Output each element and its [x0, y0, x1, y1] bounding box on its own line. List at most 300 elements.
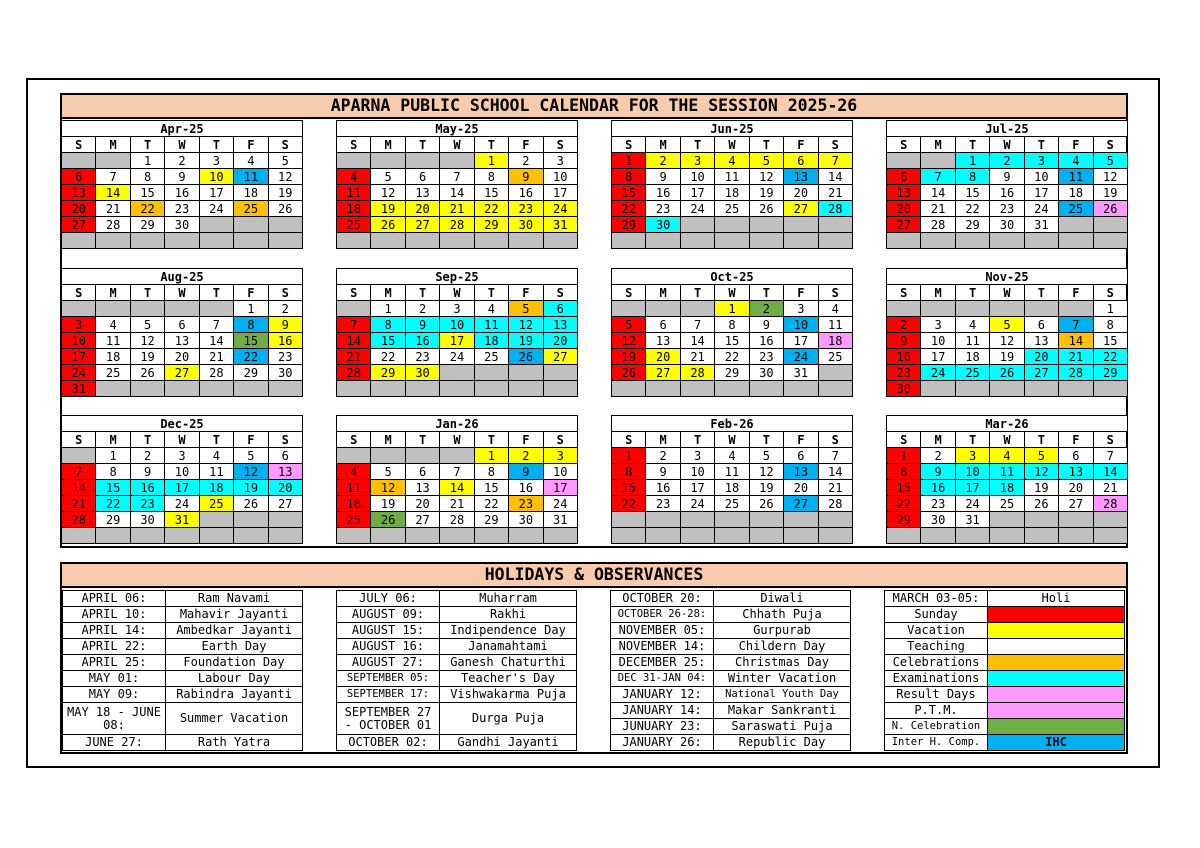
day-cell: 2 — [921, 448, 955, 464]
day-cell: 19 — [1024, 480, 1058, 496]
empty-cell — [921, 528, 955, 544]
day-cell: 19 — [268, 185, 302, 201]
day-cell: 21 — [1059, 349, 1093, 365]
day-cell: 7 — [440, 169, 474, 185]
weekday-header: T — [680, 432, 714, 448]
empty-cell — [268, 217, 302, 233]
holiday-row — [337, 591, 577, 607]
day-cell: 6 — [268, 448, 302, 464]
day-cell: 19 — [509, 333, 543, 349]
month-name: Jan-26 — [337, 416, 578, 432]
empty-cell — [199, 381, 233, 397]
legend-label: Vacation — [885, 623, 988, 639]
day-cell: 27 — [165, 365, 199, 381]
empty-cell — [646, 528, 680, 544]
weekday-header: T — [405, 285, 439, 301]
day-cell: 27 — [543, 349, 577, 365]
day-cell: 13 — [784, 464, 818, 480]
empty-cell — [62, 528, 96, 544]
weekday-header: S — [1093, 432, 1127, 448]
day-cell: 22 — [130, 201, 164, 217]
day-cell: 20 — [165, 349, 199, 365]
day-cell: 23 — [509, 496, 543, 512]
day-cell: 2 — [130, 448, 164, 464]
day-cell: 19 — [749, 185, 783, 201]
day-cell: 15 — [474, 185, 508, 201]
holiday-row — [611, 591, 851, 607]
day-cell: 21 — [818, 480, 852, 496]
weekday-header: M — [646, 432, 680, 448]
weekday-header: T — [130, 432, 164, 448]
day-cell: 7 — [1093, 448, 1127, 464]
day-cell: 16 — [405, 333, 439, 349]
day-cell: 28 — [818, 496, 852, 512]
day-cell: 2 — [749, 301, 783, 317]
day-cell: 16 — [268, 333, 302, 349]
empty-cell — [990, 233, 1024, 249]
day-cell: 25 — [474, 349, 508, 365]
empty-cell — [474, 365, 508, 381]
month-calendar — [886, 120, 1128, 249]
empty-cell — [680, 233, 714, 249]
empty-cell — [990, 528, 1024, 544]
empty-cell — [990, 301, 1024, 317]
day-cell: 11 — [715, 169, 749, 185]
day-cell: 23 — [921, 496, 955, 512]
holiday-row — [63, 671, 303, 687]
empty-cell — [784, 217, 818, 233]
day-cell: 19 — [612, 349, 646, 365]
day-cell: 7 — [1059, 317, 1093, 333]
empty-cell — [612, 512, 646, 528]
day-cell: 31 — [62, 381, 96, 397]
day-cell: 27 — [1024, 365, 1058, 381]
day-cell: 29 — [612, 217, 646, 233]
month-calendar — [336, 268, 578, 397]
day-cell: 18 — [955, 349, 989, 365]
day-cell: 11 — [234, 169, 268, 185]
weekday-header: W — [715, 137, 749, 153]
day-cell: 10 — [921, 333, 955, 349]
holiday-date: MAY 09: — [63, 687, 166, 703]
weekday-header: W — [715, 432, 749, 448]
day-cell: 17 — [921, 349, 955, 365]
day-cell: 24 — [199, 201, 233, 217]
holiday-event: Ambedkar Jayanti — [166, 623, 303, 639]
empty-cell — [1024, 528, 1058, 544]
day-cell: 18 — [818, 333, 852, 349]
month-calendar — [886, 268, 1128, 397]
day-cell: 29 — [887, 512, 921, 528]
weekday-header: T — [1024, 432, 1058, 448]
day-cell: 13 — [1059, 464, 1093, 480]
day-cell: 11 — [818, 317, 852, 333]
legend-swatch — [988, 703, 1125, 719]
empty-cell — [199, 512, 233, 528]
empty-cell — [955, 233, 989, 249]
empty-cell — [1093, 512, 1127, 528]
day-cell: 16 — [130, 480, 164, 496]
day-cell: 7 — [440, 464, 474, 480]
holiday-event: Ganesh Chaturthi — [440, 655, 577, 671]
empty-cell — [1024, 512, 1058, 528]
holiday-row — [337, 735, 577, 751]
day-cell: 7 — [337, 317, 371, 333]
weekday-header: M — [646, 137, 680, 153]
month-calendar — [611, 268, 853, 397]
empty-cell — [165, 528, 199, 544]
weekday-header: W — [165, 432, 199, 448]
page-title: APARNA PUBLIC SCHOOL CALENDAR FOR THE SESSION 2025-26 — [62, 95, 1126, 119]
empty-cell — [199, 217, 233, 233]
day-cell: 18 — [1059, 185, 1093, 201]
day-cell: 24 — [921, 365, 955, 381]
holiday-row — [63, 735, 303, 751]
empty-cell — [371, 448, 405, 464]
day-cell: 11 — [955, 333, 989, 349]
day-cell: 3 — [543, 153, 577, 169]
empty-cell — [749, 233, 783, 249]
weekday-header: T — [130, 285, 164, 301]
weekday-header: S — [887, 285, 921, 301]
empty-cell — [165, 233, 199, 249]
day-cell: 26 — [509, 349, 543, 365]
day-cell: 25 — [715, 496, 749, 512]
weekday-header: S — [887, 137, 921, 153]
day-cell: 17 — [440, 333, 474, 349]
empty-cell — [474, 528, 508, 544]
day-cell: 15 — [612, 185, 646, 201]
day-cell: 21 — [337, 349, 371, 365]
day-cell: 3 — [1024, 153, 1058, 169]
day-cell: 30 — [887, 381, 921, 397]
day-cell: 12 — [612, 333, 646, 349]
empty-cell — [818, 233, 852, 249]
day-cell: 16 — [887, 349, 921, 365]
holiday-event: Makar Sankranti — [714, 703, 851, 719]
weekday-header: W — [990, 432, 1024, 448]
day-cell: 27 — [887, 217, 921, 233]
day-cell: 10 — [62, 333, 96, 349]
empty-cell — [96, 301, 130, 317]
empty-cell — [990, 512, 1024, 528]
day-cell: 16 — [509, 185, 543, 201]
day-cell: 17 — [543, 185, 577, 201]
day-cell: 12 — [1093, 169, 1127, 185]
empty-cell — [165, 301, 199, 317]
day-cell: 14 — [199, 333, 233, 349]
day-cell: 30 — [268, 365, 302, 381]
day-cell: 11 — [199, 464, 233, 480]
weekday-header: M — [96, 285, 130, 301]
day-cell: 27 — [62, 217, 96, 233]
empty-cell — [234, 217, 268, 233]
holiday-date: APRIL 10: — [63, 607, 166, 623]
day-cell: 28 — [440, 217, 474, 233]
day-cell: 1 — [371, 301, 405, 317]
day-cell: 8 — [887, 464, 921, 480]
empty-cell — [96, 528, 130, 544]
day-cell: 8 — [1093, 317, 1127, 333]
weekday-header: F — [509, 137, 543, 153]
weekday-header: T — [405, 432, 439, 448]
holiday-date: JANUARY 26: — [611, 735, 714, 751]
day-cell: 24 — [543, 496, 577, 512]
empty-cell — [440, 381, 474, 397]
empty-cell — [337, 153, 371, 169]
day-cell: 22 — [371, 349, 405, 365]
empty-cell — [405, 153, 439, 169]
day-cell: 20 — [543, 333, 577, 349]
holiday-date: MAY 18 - JUNE 08: — [63, 703, 166, 735]
day-cell: 9 — [130, 464, 164, 480]
weekday-header: S — [612, 285, 646, 301]
day-cell: 25 — [955, 365, 989, 381]
day-cell: 5 — [509, 301, 543, 317]
day-cell: 31 — [165, 512, 199, 528]
holiday-event: Durga Puja — [440, 703, 577, 735]
day-cell: 3 — [165, 448, 199, 464]
weekday-header: S — [62, 137, 96, 153]
empty-cell — [337, 381, 371, 397]
day-cell: 8 — [130, 169, 164, 185]
day-cell: 30 — [646, 217, 680, 233]
empty-cell — [234, 512, 268, 528]
day-cell: 15 — [715, 333, 749, 349]
day-cell: 29 — [96, 512, 130, 528]
day-cell: 16 — [646, 185, 680, 201]
day-cell: 25 — [337, 512, 371, 528]
day-cell: 12 — [1024, 464, 1058, 480]
holiday-row — [611, 623, 851, 639]
empty-cell — [268, 233, 302, 249]
day-cell: 25 — [990, 496, 1024, 512]
day-cell: 12 — [749, 464, 783, 480]
day-cell: 4 — [199, 448, 233, 464]
empty-cell — [371, 381, 405, 397]
weekday-header: S — [1093, 285, 1127, 301]
weekday-header: W — [715, 285, 749, 301]
holiday-row — [337, 623, 577, 639]
empty-cell — [268, 512, 302, 528]
day-cell: 19 — [234, 480, 268, 496]
holiday-date: JULY 06: — [337, 591, 440, 607]
empty-cell — [440, 233, 474, 249]
day-cell: 10 — [199, 169, 233, 185]
day-cell: 8 — [715, 317, 749, 333]
legend-row — [885, 687, 1125, 703]
day-cell: 26 — [749, 496, 783, 512]
day-cell: 6 — [405, 464, 439, 480]
month-calendar — [336, 415, 578, 544]
empty-cell — [543, 233, 577, 249]
day-cell: 18 — [234, 185, 268, 201]
holiday-event: Gandhi Jayanti — [440, 735, 577, 751]
day-cell: 4 — [990, 448, 1024, 464]
legend-label: Result Days — [885, 687, 988, 703]
day-cell: 3 — [784, 301, 818, 317]
day-cell: 22 — [715, 349, 749, 365]
day-cell: 3 — [440, 301, 474, 317]
day-cell: 21 — [921, 201, 955, 217]
holiday-date: JANUARY 12: — [611, 687, 714, 703]
day-cell: 30 — [130, 512, 164, 528]
day-cell: 29 — [371, 365, 405, 381]
empty-cell — [96, 233, 130, 249]
weekday-header: T — [474, 432, 508, 448]
day-cell: 5 — [749, 448, 783, 464]
holiday-row — [611, 639, 851, 655]
empty-cell — [990, 381, 1024, 397]
holiday-event: Diwali — [714, 591, 851, 607]
legend-swatch: IHC — [988, 735, 1125, 751]
empty-cell — [749, 381, 783, 397]
holiday-event: Christmas Day — [714, 655, 851, 671]
day-cell: 24 — [680, 496, 714, 512]
day-cell: 23 — [130, 496, 164, 512]
weekday-header: F — [1059, 285, 1093, 301]
empty-cell — [96, 153, 130, 169]
holiday-row — [337, 639, 577, 655]
day-cell: 14 — [337, 333, 371, 349]
day-cell: 11 — [715, 464, 749, 480]
month-calendar — [61, 415, 303, 544]
month-calendar — [886, 415, 1128, 544]
day-cell: 4 — [234, 153, 268, 169]
empty-cell — [680, 528, 714, 544]
day-cell: 8 — [474, 169, 508, 185]
day-cell: 10 — [955, 464, 989, 480]
day-cell: 6 — [62, 169, 96, 185]
day-cell: 12 — [371, 480, 405, 496]
month-name: Jul-25 — [887, 121, 1128, 137]
day-cell: 19 — [371, 201, 405, 217]
weekday-header: T — [955, 285, 989, 301]
day-cell: 13 — [62, 185, 96, 201]
weekday-header: M — [371, 432, 405, 448]
holiday-date: AUGUST 15: — [337, 623, 440, 639]
empty-cell — [1093, 528, 1127, 544]
day-cell: 31 — [1024, 217, 1058, 233]
day-cell: 10 — [680, 169, 714, 185]
legend-label: Examinations — [885, 671, 988, 687]
day-cell: 28 — [337, 365, 371, 381]
weekday-header: T — [130, 137, 164, 153]
day-cell: 17 — [543, 480, 577, 496]
empty-cell — [337, 448, 371, 464]
day-cell: 27 — [1059, 496, 1093, 512]
day-cell: 2 — [165, 153, 199, 169]
day-cell: 14 — [62, 480, 96, 496]
holiday-date: SEPTEMBER 05: — [337, 671, 440, 687]
day-cell: 10 — [440, 317, 474, 333]
day-cell: 7 — [199, 317, 233, 333]
day-cell: 9 — [990, 169, 1024, 185]
empty-cell — [784, 381, 818, 397]
weekday-header: W — [440, 137, 474, 153]
day-cell: 27 — [646, 365, 680, 381]
weekday-header: S — [1093, 137, 1127, 153]
day-cell: 17 — [955, 480, 989, 496]
empty-cell — [543, 365, 577, 381]
empty-cell — [130, 528, 164, 544]
legend-swatch — [988, 639, 1125, 655]
weekday-header: T — [1024, 137, 1058, 153]
day-cell: 21 — [62, 496, 96, 512]
day-cell: 17 — [680, 185, 714, 201]
day-cell: 24 — [543, 201, 577, 217]
empty-cell — [680, 381, 714, 397]
weekday-header: F — [784, 285, 818, 301]
day-cell: 28 — [62, 512, 96, 528]
weekday-header: T — [680, 285, 714, 301]
weekday-header: S — [268, 432, 302, 448]
day-cell: 21 — [440, 201, 474, 217]
day-cell: 17 — [62, 349, 96, 365]
legend-row — [885, 639, 1125, 655]
day-cell: 28 — [818, 201, 852, 217]
day-cell: 16 — [165, 185, 199, 201]
day-cell: 24 — [165, 496, 199, 512]
day-cell: 16 — [509, 480, 543, 496]
month-name: Oct-25 — [612, 269, 853, 285]
empty-cell — [199, 233, 233, 249]
weekday-header: F — [509, 432, 543, 448]
day-cell: 25 — [96, 365, 130, 381]
month-name: Nov-25 — [887, 269, 1128, 285]
empty-cell — [1093, 233, 1127, 249]
empty-cell — [543, 528, 577, 544]
day-cell: 5 — [612, 317, 646, 333]
day-cell: 8 — [96, 464, 130, 480]
day-cell: 3 — [955, 448, 989, 464]
weekday-header: S — [612, 432, 646, 448]
day-cell: 13 — [646, 333, 680, 349]
empty-cell — [371, 528, 405, 544]
legend-column — [884, 590, 1124, 751]
day-cell: 3 — [543, 448, 577, 464]
day-cell: 6 — [784, 153, 818, 169]
empty-cell — [405, 448, 439, 464]
day-cell: 22 — [955, 201, 989, 217]
day-cell: 30 — [509, 512, 543, 528]
holiday-date: APRIL 06: — [63, 591, 166, 607]
day-cell: 18 — [474, 333, 508, 349]
day-cell: 2 — [646, 153, 680, 169]
day-cell: 24 — [1024, 201, 1058, 217]
weekday-header: T — [749, 137, 783, 153]
day-cell: 20 — [405, 496, 439, 512]
day-cell: 24 — [784, 349, 818, 365]
month-calendar — [611, 120, 853, 249]
day-cell: 1 — [955, 153, 989, 169]
month-name: Jun-25 — [612, 121, 853, 137]
holiday-date: OCTOBER 26-28: — [611, 607, 714, 623]
empty-cell — [199, 301, 233, 317]
weekday-header: M — [96, 432, 130, 448]
day-cell: 18 — [337, 496, 371, 512]
day-cell: 8 — [234, 317, 268, 333]
empty-cell — [234, 528, 268, 544]
empty-cell — [749, 528, 783, 544]
day-cell: 7 — [818, 153, 852, 169]
holiday-date: OCTOBER 02: — [337, 735, 440, 751]
month-calendar — [336, 120, 578, 249]
day-cell: 5 — [371, 169, 405, 185]
day-cell: 9 — [887, 333, 921, 349]
day-cell: 4 — [715, 448, 749, 464]
holiday-row — [611, 735, 851, 751]
